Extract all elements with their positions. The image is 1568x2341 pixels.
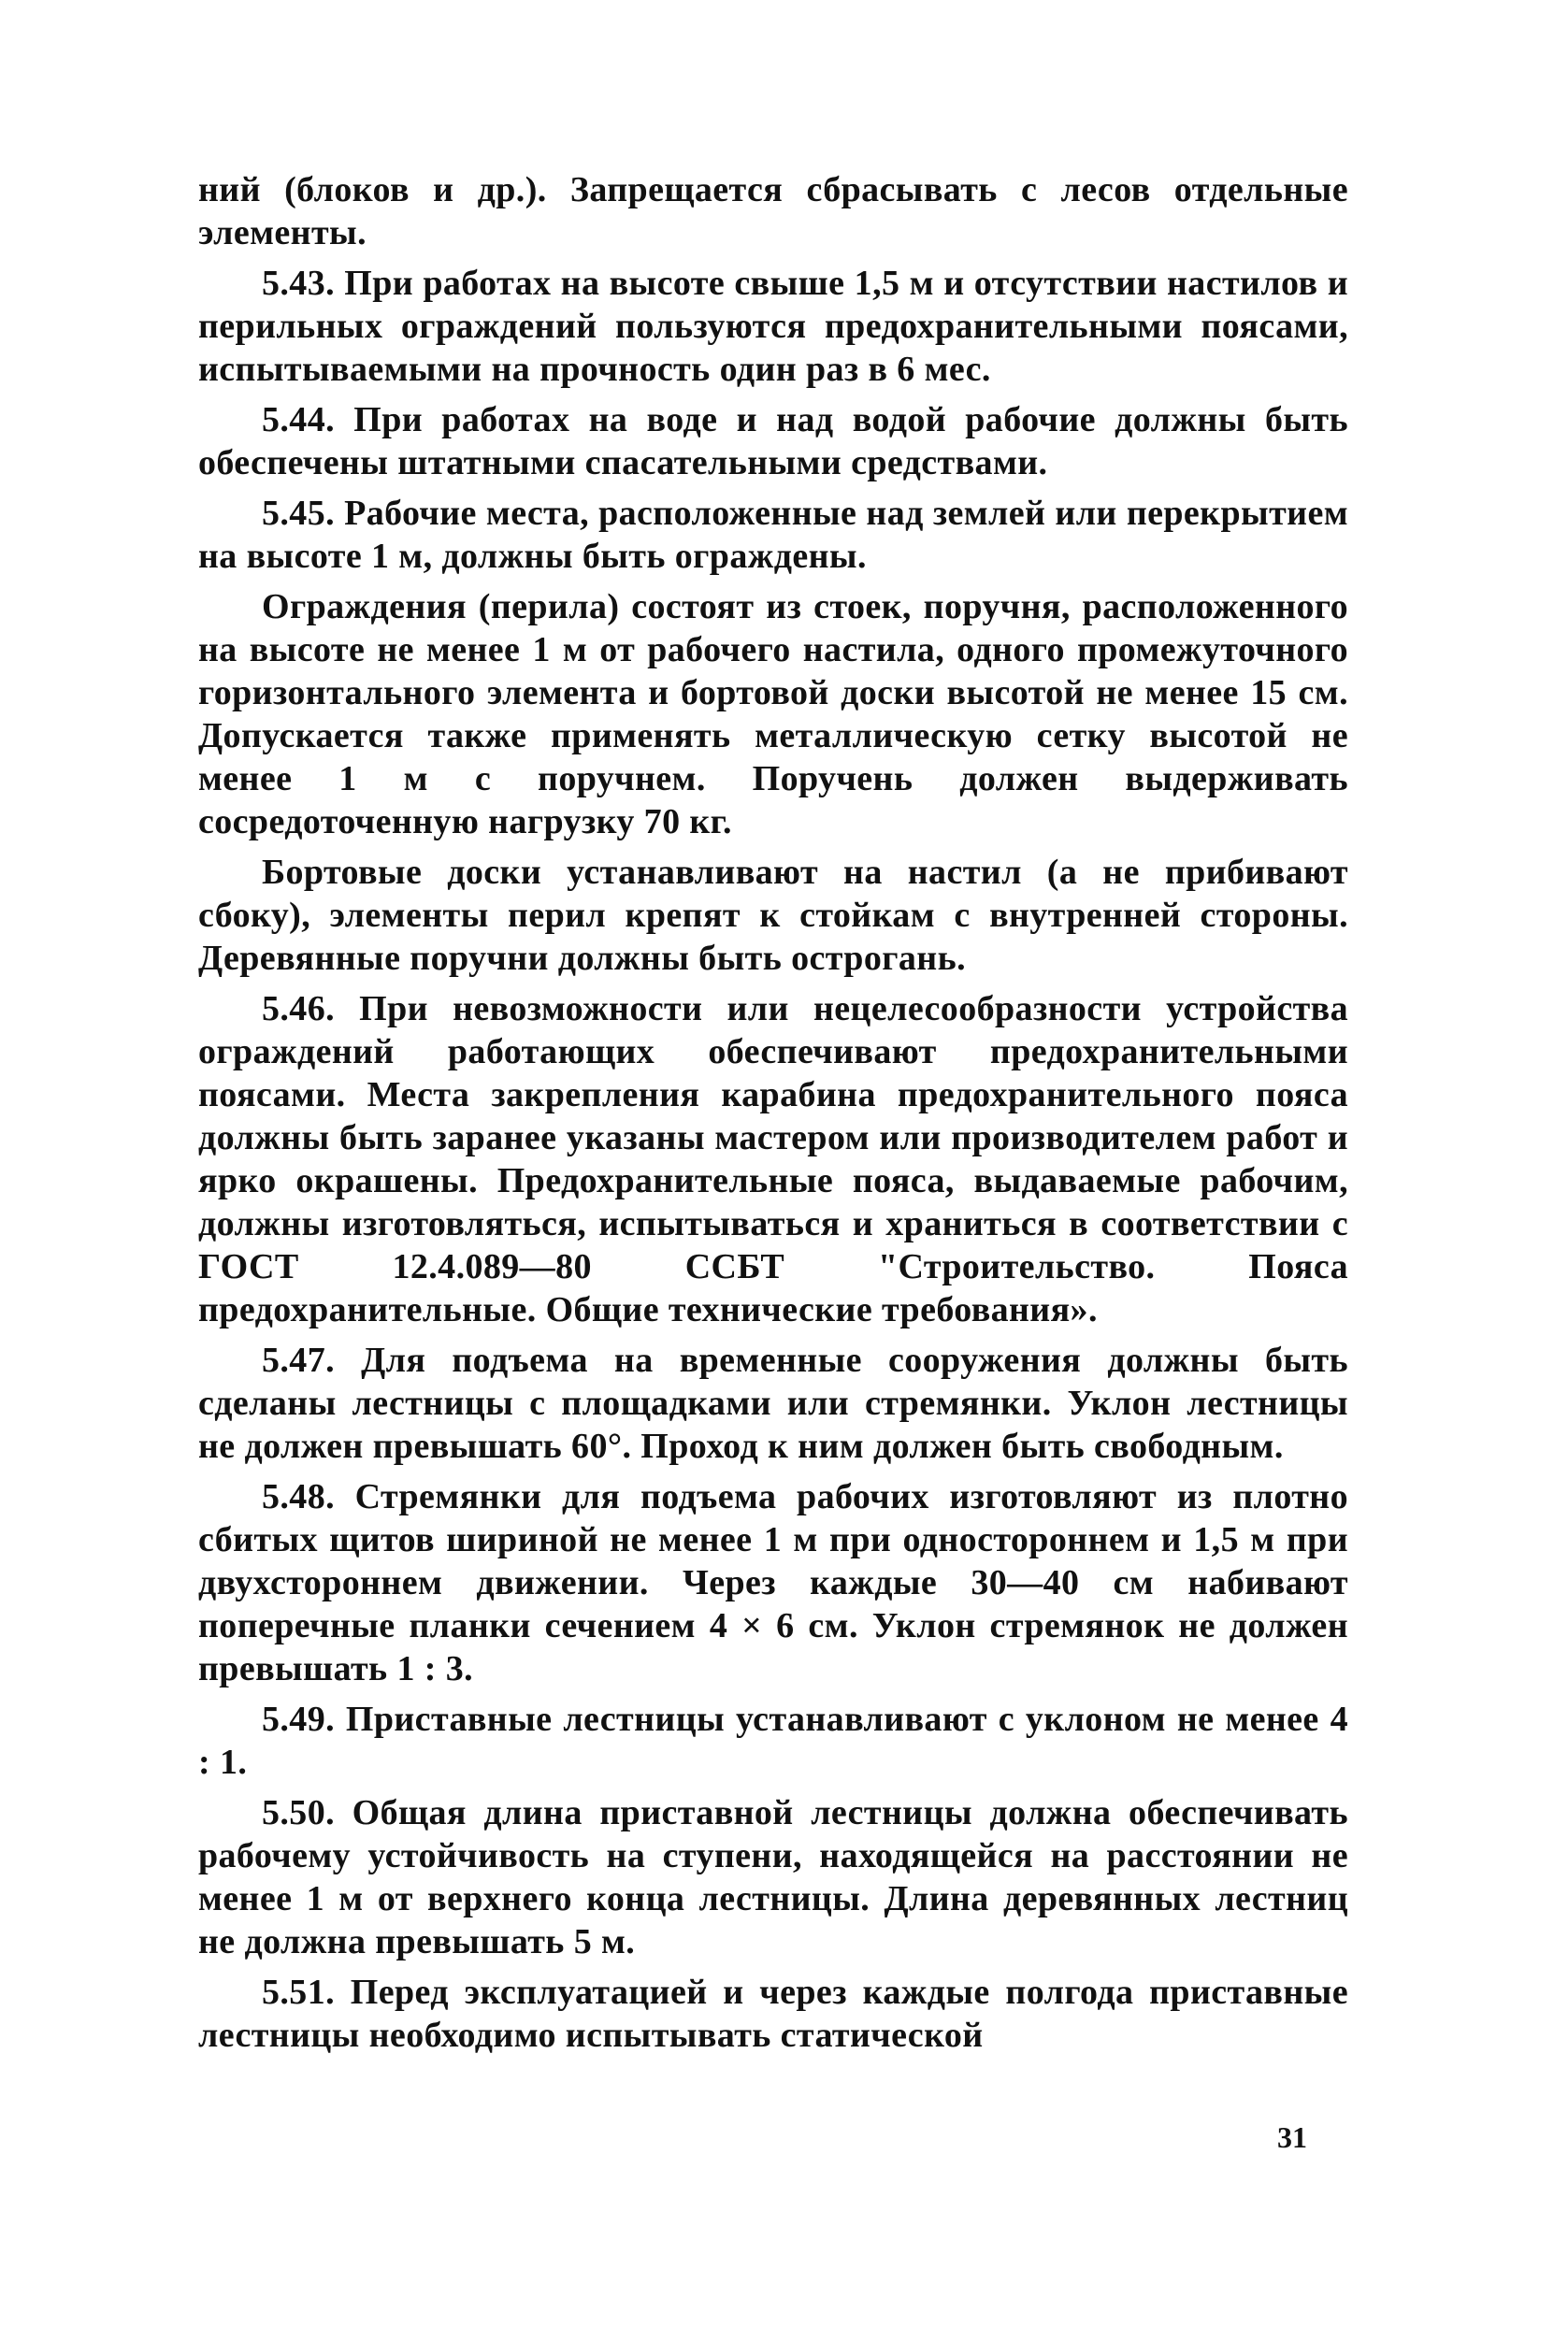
- page-number: 31: [1277, 2120, 1307, 2154]
- body-text: [198, 168, 1348, 2064]
- paragraph-5-45: 5.45. Рабочие места, расположенные над землей или перекрытием на высоте 1 м, должны быть ограждены.: [198, 494, 1348, 576]
- paragraph-5-46: 5.46. При невозможности или нецелесообразности устройства ограждений работающих обеспечивают предохранительными поясами. Места закрепления карабина предохранительного пояса должны быть заранее указаны мастером или производителем работ и ярко окрашены. Предохранительные пояса, выдаваемые рабочим, должны изготовляться, испытываться и храниться в соответствии с ГОСТ 12.4.089—80 ССБТ "Строительство. Пояса предохранительные. Общие технические требования».: [198, 989, 1348, 1329]
- paragraph-5-43: 5.43. При работах на высоте свыше 1,5 м и отсутствии настилов и перильных ограждений пользуются предохранительными поясами, испытываемыми на прочность один раз в 6 мес.: [198, 264, 1348, 389]
- paragraph-5-49: 5.49. Приставные лестницы устанавливают с уклоном не менее 4 : 1.: [198, 1700, 1348, 1782]
- paragraph-5-51: 5.51. Перед эксплуатацией и через каждые полгода приставные лестницы необходимо испытывать статической: [198, 1973, 1348, 2055]
- paragraph-fencing: Ограждения (перила) состоят из стоек, поручня, расположенного на высоте не менее 1 м от рабочего настила, одного промежуточного горизонтального элемента и бортовой доски высотой не менее 15 см. Допускается также применять металлическую сетку высотой не менее 1 м с поручнем. Поручень должен выдерживать сосредоточенную нагрузку 70 кг.: [198, 587, 1348, 841]
- paragraph-5-48: 5.48. Стремянки для подъема рабочих изготовляют из плотно сбитых щитов шириной не менее 1 м при одностороннем и 1,5 м при двухстороннем движении. Через каждые 30—40 см набивают поперечные планки сечением 4 × 6 см. Уклон стремянок не должен превышать 1 : 3.: [198, 1477, 1348, 1688]
- paragraph-5-50: 5.50. Общая длина приставной лестницы должна обеспечивать рабочему устойчивость на ступени, находящейся на расстоянии не менее 1 м от верхнего конца лестницы. Длина деревянных лестниц не должна превышать 5 м.: [198, 1793, 1348, 1961]
- paragraph-continued: ний (блоков и др.). Запрещается сбрасывать с лесов отдельные элементы.: [198, 170, 1348, 252]
- paragraph-5-44: 5.44. При работах на воде и над водой рабочие должны быть обеспечены штатными спасательными средствами.: [198, 400, 1348, 482]
- paragraph-side-boards: Бортовые доски устанавливают на настил (а не прибивают сбоку), элементы перил крепят к стойкам с внутренней стороны. Деревянные поручни должны быть острогань.: [198, 853, 1348, 978]
- paragraph-5-47: 5.47. Для подъема на временные сооружения должны быть сделаны лестницы с площадками или стремянки. Уклон лестницы не должен превышать 60°. Проход к ним должен быть свободным.: [198, 1341, 1348, 1466]
